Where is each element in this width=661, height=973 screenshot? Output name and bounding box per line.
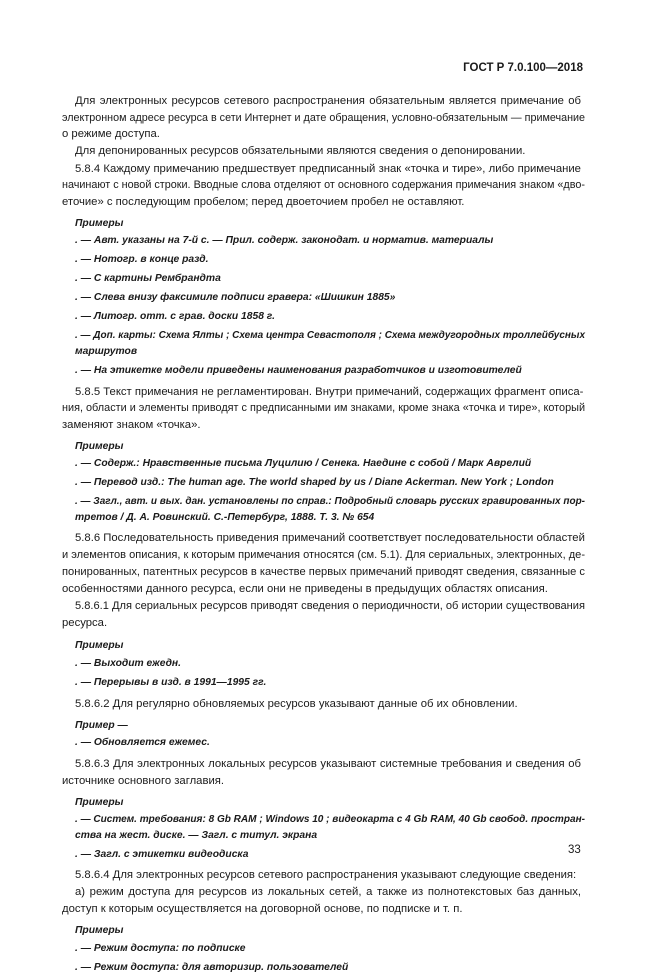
- example-line: . — Содерж.: Нравственные письма Луцилию / Сенека. Наедине с собой / Марк Аврелий: [75, 458, 532, 469]
- example-line: . — Загл., авт. и вых. дан. установлены по справ.: Подробный словарь русских гравированных пор-: [75, 496, 586, 507]
- body-text-line: ния, области и элементы приводят с предписанными им знаками, кроме знака «точка и тире», который: [62, 402, 586, 414]
- example-line: . — Перевод изд.: The human age. The world shaped by us / Diane Ackerman. New York ; London: [75, 477, 554, 488]
- body-text-line: доступ к которым осуществляется на договорной основе, по подписке и т. п.: [62, 903, 463, 915]
- body-text-line: 5.8.6.4 Для электронных ресурсов сетевого распространения указывают следующие сведения:: [75, 869, 577, 881]
- body-text-line: ресурса.: [62, 617, 108, 629]
- body-text-line: 5.8.4 Каждому примечанию предшествует предписанный знак «точка и тире», либо примечание: [75, 163, 581, 175]
- body-text-line: понированных, патентных ресурсов в качестве первых примечаний приводят сведения, связанные с: [62, 566, 585, 578]
- example-line: . — Выходит ежедн.: [75, 658, 182, 669]
- body-text-line: и элементов описания, к которым примечания относятся (см. 5.1). Для сериальных, электронных, де-: [62, 549, 586, 561]
- body-text-line: электронном адресе ресурса в сети Интернет и дате обращения, условно-обязательным — примечание: [62, 112, 586, 124]
- body-text-line: 5.8.6.3 Для электронных локальных ресурсов указывают системные требования и сведения об: [75, 758, 582, 770]
- example-line: . — Слева внизу факсимиле подписи гравера: «Шишкин 1885»: [75, 292, 396, 303]
- examples-heading: Примеры: [75, 797, 124, 808]
- example-line: третов / Д. А. Ровинский. С.-Петербург, 1888. Т. 3. № 654: [75, 512, 375, 523]
- body-text-line: особенностями данного ресурса, если они не приведены в предыдущих областях описания.: [62, 583, 548, 595]
- example-line: . — Литогр. отт. с грав. доски 1858 г.: [75, 311, 276, 322]
- body-text-line: заменяют знаком «точка».: [62, 419, 201, 431]
- body-text-line: а) режим доступа для ресурсов из локальных сетей, а также из полнотекстовых баз данных,: [75, 886, 582, 898]
- example-line: ства на жест. диске. — Загл. с титул. экрана: [75, 830, 318, 841]
- page-number: 33: [568, 844, 581, 856]
- example-line: маршрутов: [75, 346, 138, 357]
- examples-heading: Примеры: [75, 640, 124, 651]
- body-text-line: о режиме доступа.: [62, 128, 160, 140]
- example-line: . — Доп. карты: Схема Ялты ; Схема центра Севастополя ; Схема междугородных троллейбусных: [75, 330, 586, 341]
- example-line: . — Систем. требования: 8 Gb RAM ; Windows 10 ; видеокарта с 4 Gb RAM, 40 Gb свобод. простран-: [75, 814, 585, 825]
- example-line: . — Обновляется ежемес.: [75, 737, 210, 748]
- examples-heading: Примеры: [75, 925, 124, 936]
- examples-heading: Примеры: [75, 441, 124, 452]
- body-text-line: 5.8.6.2 Для регулярно обновляемых ресурсов указывают данные об их обновлении.: [75, 698, 518, 710]
- example-line: . — Режим доступа: для авторизир. пользователей: [75, 962, 349, 973]
- standard-header: ГОСТ Р 7.0.100—2018: [463, 62, 583, 74]
- example-line: . — С картины Рембрандта: [75, 273, 221, 284]
- body-text-line: 5.8.6 Последовательность приведения примечаний соответствует последовательности областей: [75, 532, 585, 544]
- body-text-line: Для электронных ресурсов сетевого распространения обязательным является примечание об: [75, 95, 582, 107]
- body-text-line: 5.8.6.1 Для сериальных ресурсов приводят сведения о периодичности, об истории существования: [75, 600, 585, 612]
- example-line: . — Режим доступа: по подписке: [75, 943, 246, 954]
- body-text-line: источнике основного заглавия.: [62, 775, 225, 787]
- examples-heading: Примеры: [75, 218, 124, 229]
- body-text-line: начинают с новой строки. Вводные слова отделяют от основного содержания примечания знаком «дво-: [62, 179, 586, 191]
- body-text-line: еточие» с последующим пробелом; перед двоеточием пробел не оставляют.: [62, 196, 465, 208]
- example-line: . — Перерывы в изд. в 1991—1995 гг.: [75, 677, 267, 688]
- example-line: . — На этикетке модели приведены наименования разработчиков и изготовителей: [75, 365, 522, 376]
- body-text-line: 5.8.5 Текст примечания не регламентирован. Внутри примечаний, содержащих фрагмент описа-: [75, 386, 584, 398]
- example-line: . — Нотогр. в конце разд.: [75, 254, 209, 265]
- body-text-line: Для депонированных ресурсов обязательными являются сведения о депонировании.: [75, 145, 526, 157]
- example-line: . — Загл. с этикетки видеодиска: [75, 849, 249, 860]
- example-line: . — Авт. указаны на 7-й с. — Прил. содерж. законодат. и норматив. материалы: [75, 235, 494, 246]
- examples-heading: Пример —: [75, 720, 128, 731]
